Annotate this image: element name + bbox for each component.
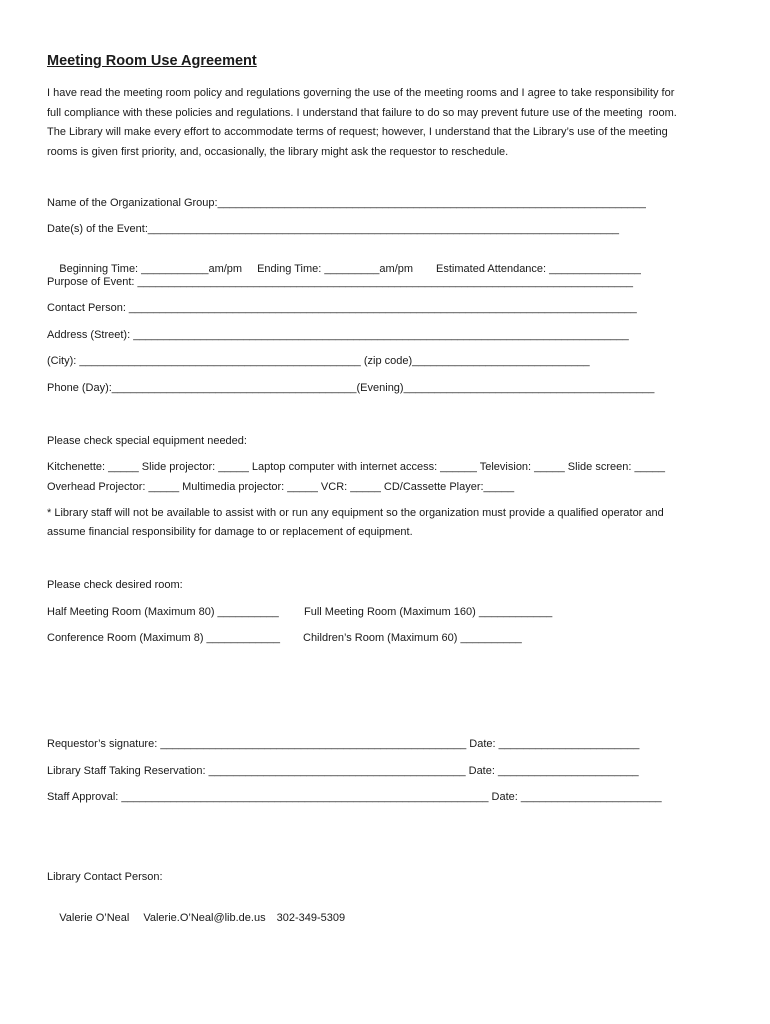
agreement-line: I have read the meeting room policy and regulations governing the use of the meeting rooms and I agree to take responsibility for bbox=[47, 87, 675, 99]
contact-phone: 302-349-5309 bbox=[276, 912, 346, 924]
beginning-time-field[interactable]: Beginning Time: ___________am/pm bbox=[59, 263, 243, 275]
childrens-room-option[interactable]: Children’s Room (Maximum 60) __________ bbox=[303, 632, 522, 644]
half-room-option[interactable]: Half Meeting Room (Maximum 80) __________ bbox=[47, 606, 279, 618]
page-title: Meeting Room Use Agreement bbox=[47, 53, 257, 69]
staff-approval-field[interactable]: Staff Approval: ____________________________________________________________ Date: _______________________ bbox=[47, 791, 662, 803]
phone-field[interactable]: Phone (Day):________________________________________(Evening)_________________________________________ bbox=[47, 382, 655, 394]
equipment-note: * Library staff will not be available to assist with or run any equipment so the organization must provide a qualified operator and bbox=[47, 507, 664, 519]
contact-name: Valerie O’Neal bbox=[59, 912, 130, 924]
full-room-option[interactable]: Full Meeting Room (Maximum 160) ____________ bbox=[304, 606, 553, 618]
org-group-field[interactable]: Name of the Organizational Group:______________________________________________________________________ bbox=[47, 197, 646, 209]
city-zip-field[interactable]: (City): ______________________________________________ (zip code)_____________________________ bbox=[47, 355, 590, 367]
equipment-row[interactable]: Kitchenette: _____ Slide projector: _____ Laptop computer with internet access: ______ Television: _____ Slide screen: _____ bbox=[47, 461, 666, 473]
ending-time-field[interactable]: Ending Time: _________am/pm bbox=[257, 263, 414, 275]
street-address-field[interactable]: Address (Street): _________________________________________________________________________________ bbox=[47, 329, 629, 341]
attendance-field[interactable]: Estimated Attendance: _______________ bbox=[436, 263, 641, 275]
rooms-heading: Please check desired room: bbox=[47, 579, 183, 591]
contact-row bbox=[47, 897, 345, 939]
equipment-row[interactable]: Overhead Projector: _____ Multimedia projector: _____ VCR: _____ CD/Cassette Player:_____ bbox=[47, 481, 515, 493]
agreement-line: rooms is given first priority, and, occasionally, the library might ask the requestor to reschedule. bbox=[47, 145, 509, 158]
staff-reservation-field[interactable]: Library Staff Taking Reservation: __________________________________________ Date: _______________________ bbox=[47, 765, 639, 777]
contact-heading: Library Contact Person: bbox=[47, 871, 163, 883]
purpose-field[interactable]: Purpose of Event: _________________________________________________________________________________ bbox=[47, 276, 634, 288]
event-dates-field[interactable]: Date(s) of the Event:_____________________________________________________________________________ bbox=[47, 223, 619, 235]
equipment-note: assume financial responsibility for damage to or replacement of equipment. bbox=[47, 526, 413, 538]
conference-room-option[interactable]: Conference Room (Maximum 8) ____________ bbox=[47, 632, 280, 644]
contact-person-field[interactable]: Contact Person: ___________________________________________________________________________________ bbox=[47, 302, 637, 314]
equipment-heading: Please check special equipment needed: bbox=[47, 435, 247, 447]
requestor-signature-field[interactable]: Requestor’s signature: __________________________________________________ Date: _______________________ bbox=[47, 738, 640, 750]
agreement-line: full compliance with these policies and regulations. I understand that failure to do so may prevent future use of the meeting room. bbox=[47, 106, 677, 119]
contact-email: Valerie.O’Neal@lib.de.us bbox=[143, 912, 266, 924]
agreement-paragraph bbox=[47, 84, 727, 162]
agreement-line: The Library will make every effort to accommodate terms of request; however, I understand that the Library’s use of the meeting bbox=[47, 126, 668, 138]
